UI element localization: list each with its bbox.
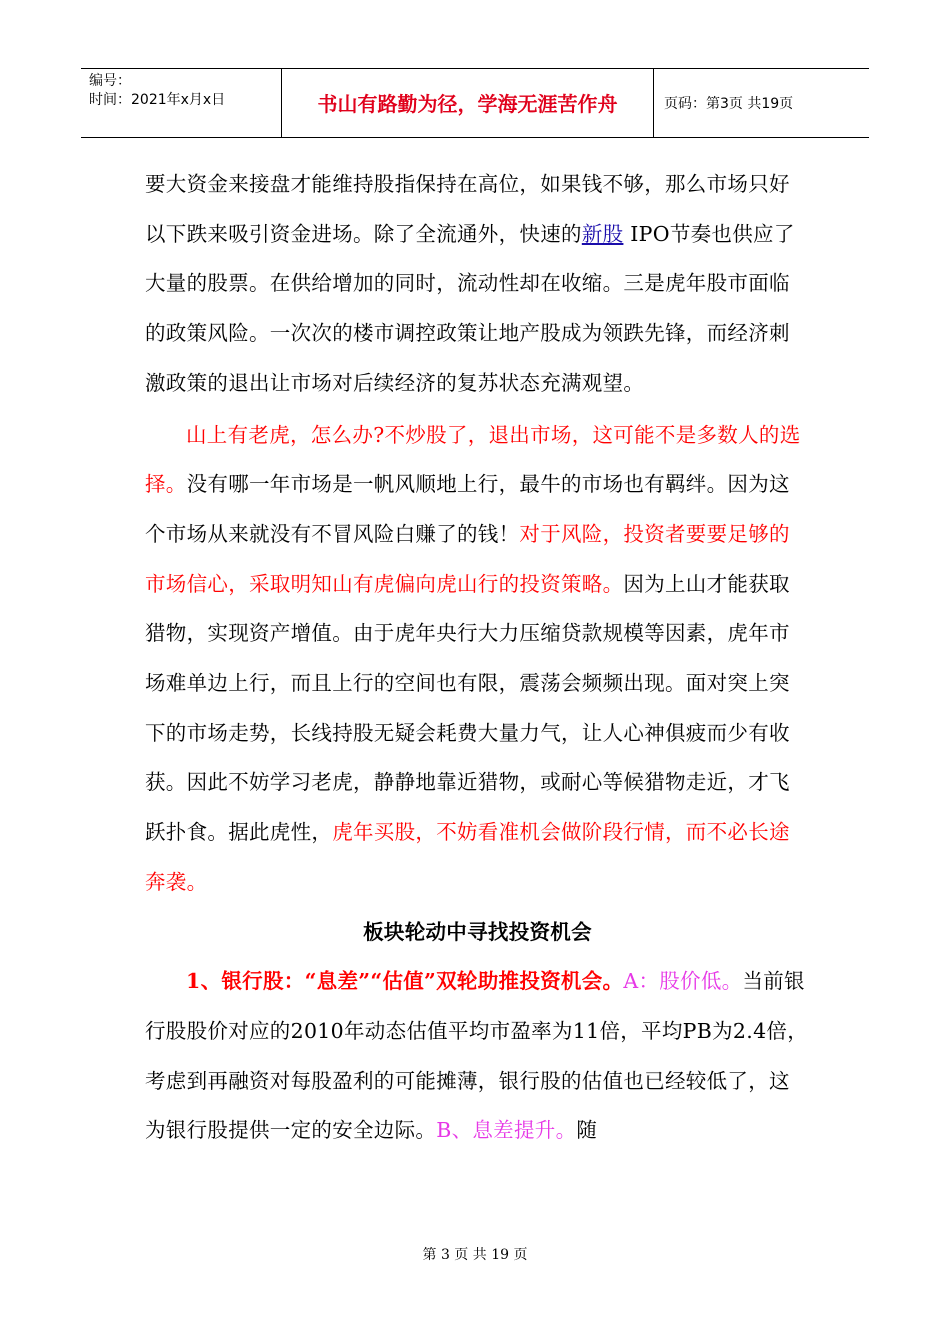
section-heading: 板块轮动中寻找投资机会 [363,919,592,944]
header-page-cell [654,69,869,137]
emphasis-red: 虎年买股，不妨看准机会做阶段行情，而不必长途奔袭。 [145,820,790,894]
document-date: 时间：2021年x月x日 [89,92,226,108]
text-run: 要大资金来接盘才能维持股指保持在高位，如果钱不够，那么市场只好以下跌来吸引资金进场。除了全流通外，快速的 [145,172,790,246]
header-motto-cell [282,69,654,137]
page-header [81,68,869,138]
header-page-info: 页码：第3页 共19页 [664,96,794,112]
header-motto: 书山有路勤为径，学海无涯苦作舟 [317,92,618,116]
emphasis-red: 对于风险，投资者要要足够的市场信心，采取明知山有虎偏向虎山行的投资策略。 [145,521,790,596]
document-number-label: 编号： [89,73,131,89]
new-stock-link[interactable]: 新股 [581,221,624,246]
emphasis-red: 山上有老虎，怎么办?不炒股了，退出市场，这可能不是多数人的选择。 [145,422,801,497]
bank-stock-subheading: 1、银行股：“息差”“估值”双轮助推投资机会。 [186,969,624,994]
emphasis-magenta: B、息差提升。 [436,1118,577,1143]
text-run: 没有哪一年市场是一帆风顺地上行，最牛的市场也有羁绊。因为这个市场从来就没有不冒风险白赚了的钱！ [145,472,790,546]
text-run: 随 [576,1118,598,1143]
paragraph-1 [145,160,810,409]
text-run: IPO节奏也供应了大量的股票。在供给增加的同时，流动性却在收缩。三是虎年股市面临的政策风险。一次次的楼市调控政策让地产股成为领跌先锋，而经济刺激政策的退出让市场对后续经济的复苏状态充满观望。 [145,221,795,395]
paragraph-3 [145,957,810,1156]
emphasis-magenta: A：股价低。 [623,969,743,994]
text-run: 当前银行股股价对应的2010年动态估值平均市盈率为11倍，平均PB为2.4倍，考虑到再融资对每股盈利的可能摊薄，银行股的估值也已经较低了，这为银行股提供一定的安全边际。 [145,969,809,1143]
document-body [145,160,810,1156]
header-meta-cell [81,69,282,137]
page-footer: 第 3 页 共 19 页 [422,1247,528,1263]
paragraph-2 [145,411,810,908]
text-run: 因为上山才能获取猎物，实现资产增值。由于虎年央行大力压缩贷款规模等因素，虎年市场难单边上行，而且上行的空间也有限，震荡会频频出现。面对突上突下的市场走势，长线持股无疑会耗费大量力气，让人心神俱疲而少有收获。因此不妨学习老虎，静静地靠近猎物，或耐心等候猎物走近，才飞跃扑食。据此虎性， [145,571,790,845]
